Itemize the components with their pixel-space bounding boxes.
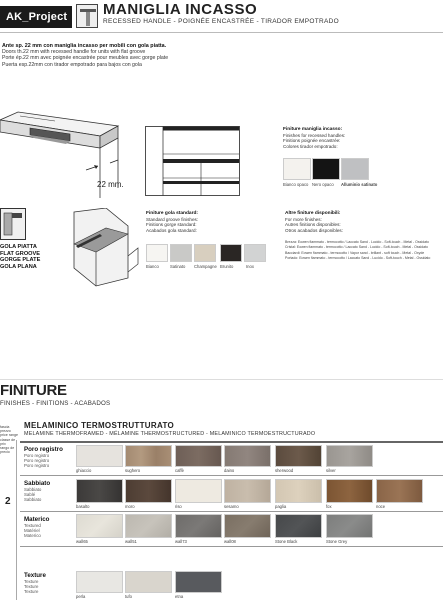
finish-row-sub: Matériel [24, 528, 40, 533]
swatch-ghiaccio [76, 445, 123, 467]
swatch-label: basalto [76, 504, 90, 509]
swatch-label: fox [326, 504, 332, 509]
page-title: MANIGLIA INCASSO [103, 1, 258, 18]
swatch-label: Stone Black [275, 539, 298, 544]
swatch-label: moro [125, 504, 135, 509]
finishes-section-subtitle: FINISHES - FINITIONS - ACABADOS [0, 400, 111, 407]
handle-finishes-line: Colores tirador empotrado: [283, 143, 338, 149]
swatch-sughero [125, 445, 172, 467]
row-divider [20, 511, 443, 512]
handle-icon [76, 4, 98, 28]
finish-row-sub: Sabbiato [24, 487, 42, 492]
finish-row-label [24, 516, 74, 538]
intro-line-4: Puerta esp.22mm con tirador empotrado para bajos con gola [2, 61, 142, 68]
swatch-paglia [275, 479, 322, 503]
swatch-label: perla [76, 594, 86, 599]
other-finishes-text [285, 210, 443, 233]
swatch-label: Brunito [220, 264, 234, 269]
cabinet-front-drawing [145, 126, 240, 196]
swatch-label: Nero opaco [312, 182, 334, 187]
header-divider [0, 32, 443, 33]
row-divider [20, 546, 443, 547]
price-range-label: classe de prix [0, 437, 16, 446]
standard-groove-line: Acabados gola standard: [146, 227, 197, 233]
standard-groove-line: Standard groove finishes: [146, 216, 199, 222]
swatch-handle-white [283, 158, 311, 180]
swatch-label: riso [175, 504, 182, 509]
finish-row-sub: Sabbiato [24, 497, 42, 502]
swatch-label: sughero [125, 468, 141, 473]
other-finishes-line: For more finishes: [285, 216, 322, 222]
flat-groove-icon [0, 208, 26, 240]
gola-label: GOLA PLANA [0, 263, 37, 270]
swatch-sherwood [275, 445, 322, 467]
swatch-label: etna [175, 594, 184, 599]
melamine-divider [20, 441, 443, 443]
swatch-label: Stone Grey [326, 539, 348, 544]
swatch-noce [376, 479, 423, 503]
handle-finishes-text [283, 126, 443, 149]
intro-line-1: Ante sp. 22 mm con maniglia incasso per mobili con gola piatta. [2, 43, 167, 49]
swatch-groove-burnished [220, 244, 242, 262]
swatch-label: ghiaccio [76, 468, 92, 473]
swatch-wall65 [76, 514, 123, 538]
intro-line-2: Doors th.22 mm with recessed handle for units with flat groove [2, 49, 146, 56]
swatch-label: wall51 [125, 539, 137, 544]
finish-row-name: Sabbiato [24, 480, 51, 487]
section-divider [0, 379, 443, 380]
swatch-moro [125, 479, 172, 503]
groove-profile-drawing [66, 208, 146, 290]
other-finish-detail: Brezza: Eowen fiammato - termocotto / Laccato Sand - Lucido - Soft-touch - Metal - Ossidato [285, 240, 429, 244]
finish-row-sub: Materico [24, 533, 41, 538]
swatch-stone-grey [326, 514, 373, 538]
price-range-bar [16, 440, 17, 600]
finish-row-name: Texture [24, 572, 46, 579]
standard-groove-text [146, 210, 276, 233]
swatch-label: Bianco [146, 264, 159, 269]
finish-row-label [24, 572, 74, 594]
other-finishes-line: Autres finitions disponibles: [285, 222, 341, 228]
swatch-tufo [125, 571, 172, 593]
swatch-label: caffè [175, 468, 185, 473]
brand-logo: AK_Project [0, 6, 72, 28]
swatch-groove-champagne [194, 244, 216, 262]
price-range-label: rango de precio [0, 446, 15, 455]
swatch-label: Champagne [194, 264, 217, 269]
swatch-label: paglia [275, 504, 287, 509]
other-finish-detail: Cristal: Eowen fiammato - termocotto / Laccato Sand - Lucido - Soft-touch - Metal - Ossidato [285, 245, 428, 250]
swatch-fox [326, 479, 373, 503]
other-finish-detail: Portado: Eowen fiammato - termocotto / Laccato Sand - Lucido - Soft-touch - Metal - Ossidato [285, 256, 431, 261]
swatch-label: sherwood [275, 468, 294, 473]
handle-finishes-line: Finitions poignée encastrée: [283, 138, 341, 144]
swatch-label: sesamo [224, 504, 239, 509]
dimension-label: 22 mm. [97, 180, 124, 189]
swatch-wall51 [125, 514, 172, 538]
swatch-label: Alluminio satinato [341, 182, 378, 187]
gola-label: GORGE PLATE [0, 257, 41, 264]
price-range-label: price range [0, 433, 18, 438]
swatch-handle-aluminium [341, 158, 369, 180]
swatch-label: silver [326, 468, 336, 473]
swatch-riso [175, 479, 222, 503]
price-range-number: 2 [5, 496, 11, 507]
finish-row-label [24, 446, 74, 468]
swatch-label: daino [224, 468, 235, 473]
swatch-daino [224, 445, 271, 467]
swatch-label: tufo [125, 594, 132, 599]
price-range-label: fascia prezzo [0, 425, 11, 434]
intro-text [2, 43, 322, 68]
swatch-label: Inox [246, 264, 254, 269]
finish-row-label [24, 480, 74, 502]
finish-row-name: Poro registro [24, 446, 63, 453]
swatch-label: Bianco opaco [283, 182, 309, 187]
melamine-title: MELAMINICO TERMOSTRUTTURATO [24, 421, 175, 430]
melamine-subtitle: MELAMINE THERMOFRAMED - MÉLAMINE THERMOSTRUCTURED - MELAMINICO TERMOESTRUCTURADO [24, 431, 316, 437]
swatch-label: wall65 [76, 539, 88, 544]
finish-row-sub: Textured [24, 523, 41, 528]
finish-row-name: Materico [24, 516, 50, 523]
swatch-perla [76, 571, 123, 593]
swatch-wall73 [175, 514, 222, 538]
standard-groove-line: Finitions gorge standard: [146, 222, 197, 228]
finishes-section-title: FINITURE [0, 382, 67, 399]
swatch-caffe [175, 445, 222, 467]
finish-row-sub: Poro registro [24, 458, 50, 463]
swatch-basalto [76, 479, 123, 503]
flat-groove-labels [0, 244, 40, 270]
swatch-label: noce [376, 504, 386, 509]
swatch-wall08 [224, 514, 271, 538]
standard-groove-title: Finiture gola standard: [146, 211, 198, 216]
handle-finishes-line: Finishes for recessed handles: [283, 132, 346, 138]
swatch-sesamo [224, 479, 271, 503]
gola-label: FLAT GROOVE [0, 250, 40, 257]
swatch-silver [326, 445, 373, 467]
intro-line-3: Porte ép.22 mm avec poignée encastrée pour meubles avec gorge plate [2, 55, 169, 62]
swatch-groove-satin [170, 244, 192, 262]
other-finishes-line: Otros acabados disponibles: [285, 227, 343, 233]
swatch-handle-black [312, 158, 340, 180]
page-subtitle: RECESSED HANDLE - POIGNÉE ENCASTRÉE - TIRADOR EMPOTRADO [103, 18, 339, 25]
finish-row-sub: Poro registro [24, 463, 50, 468]
row-divider [20, 475, 443, 476]
swatch-groove-white [146, 244, 168, 262]
other-finish-detail: Bacciardi: Eowen fiammato - termocotto / Vapor sand - brillant - soft touch - Metal - Oxyde [285, 250, 425, 255]
swatch-label: wall08 [224, 539, 236, 544]
finish-row-sub: Texture [24, 589, 39, 594]
swatch-etna [175, 571, 222, 593]
finish-row-sub: Texture [24, 579, 39, 584]
other-finishes-details [285, 240, 443, 262]
finish-row-sub: Texture [24, 584, 39, 589]
swatch-stone-black [275, 514, 322, 538]
finish-row-sub: Poro registro [24, 453, 50, 458]
swatch-label: wall73 [175, 539, 187, 544]
finish-row-sub: Sablé [24, 492, 36, 497]
gola-label: GOLA PIATTA [0, 244, 37, 250]
handle-finishes-title: Finiture maniglia incasso: [283, 127, 343, 132]
other-finishes-title: Altre finiture disponibili: [285, 211, 341, 216]
swatch-label: Satinato [170, 264, 186, 269]
swatch-groove-inox [244, 244, 266, 262]
